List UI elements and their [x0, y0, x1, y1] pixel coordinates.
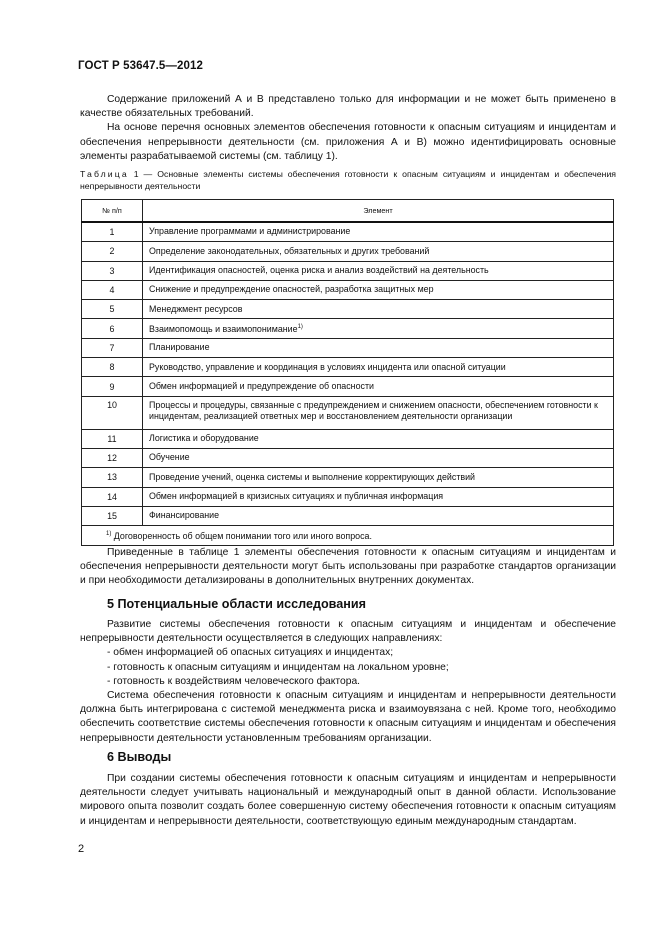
row-number: 6: [82, 319, 143, 338]
section-6-text: [80, 772, 616, 829]
row-element-text: Управление программами и администрирование: [149, 226, 351, 237]
footnote-reference: 1): [297, 323, 303, 330]
table-row: [82, 377, 614, 396]
table-caption: [80, 168, 616, 192]
table-row: [82, 280, 614, 299]
elements-table: [81, 199, 614, 546]
row-number: 8: [82, 358, 143, 377]
row-element-text: Проведение учений, оценка системы и выполнение корректирующих действий: [149, 471, 476, 482]
table-caption-label: Таблица: [80, 169, 129, 179]
row-element: [143, 300, 614, 319]
row-element-text: Обмен информацией и предупреждение об опасности: [149, 380, 374, 391]
row-number: 5: [82, 300, 143, 319]
table-row: [82, 222, 614, 242]
section-5-title: 5 Потенциальные области исследования: [107, 597, 366, 611]
row-number: 2: [82, 242, 143, 261]
row-element: [143, 468, 614, 487]
row-element-text: Процессы и процедуры, связанные с предупреждением и снижением опасности, обеспечением готовности к инцидентам, реализацией ответных мер и восстановлением деятельности организации: [149, 399, 598, 422]
row-element-text: Идентификация опасностей, оценка риска и анализ воздействий на деятельность: [149, 265, 489, 276]
intro-paragraph-2: На основе перечня основных элементов обеспечения готовности к опасным ситуациям и инцидентам и обеспечения непрерывности деятельности (см. приложения А и В) можно идентифицировать основные элементы разрабатываемой системы (см. таблицу 1).: [80, 122, 616, 162]
section-6-paragraph-1: При создании системы обеспечения готовности к опасным ситуациям и инцидентам и непрерывности деятельности следует учитывать национальный и международный опыт в данной области. Использование мирового опыта позволит создать более совершенную систему обеспечения готовности к опасным ситуациям и инцидентам и непрерывности деятельности, соответствующую единым международным стандартам.: [80, 773, 616, 827]
row-element: [143, 242, 614, 261]
row-number: 14: [82, 487, 143, 506]
footnote-mark: 1): [106, 530, 112, 537]
table-row: [82, 429, 614, 448]
section-5-text: [80, 618, 616, 746]
column-header-element: Элемент: [143, 200, 614, 223]
row-element-text: Планирование: [149, 342, 210, 353]
row-element: [143, 222, 614, 242]
table-row: [82, 396, 614, 429]
table-row: [82, 506, 614, 525]
row-number: 15: [82, 506, 143, 525]
row-element-text: Снижение и предупреждение опасностей, разработка защитных мер: [149, 284, 434, 295]
row-number: 13: [82, 468, 143, 487]
row-element: [143, 358, 614, 377]
row-element-text: Руководство, управление и координация в условиях инцидента или опасной ситуации: [149, 361, 506, 372]
row-number: 11: [82, 429, 143, 448]
row-element: [143, 429, 614, 448]
row-element: [143, 319, 614, 338]
row-element: [143, 338, 614, 357]
row-element: [143, 280, 614, 299]
row-element-text: Обучение: [149, 452, 190, 463]
row-number: 1: [82, 222, 143, 242]
page-number: 2: [78, 843, 85, 855]
table-row: [82, 468, 614, 487]
row-element-text: Логистика и оборудование: [149, 433, 259, 444]
row-element-text: Менеджмент ресурсов: [149, 303, 243, 314]
row-element: [143, 396, 614, 429]
table-row: [82, 319, 614, 338]
row-element: [143, 487, 614, 506]
row-element-text: Определение законодательных, обязательных и других требований: [149, 245, 430, 256]
row-element-text: Взаимопомощь и взаимопонимание: [149, 323, 298, 334]
list-item: - обмен информацией об опасных ситуациях и инцидентах;: [107, 647, 394, 659]
row-element-text: Финансирование: [149, 510, 220, 521]
section-6-title: 6 Выводы: [107, 750, 172, 764]
section-5-paragraph-2: Система обеспечения готовности к опасным ситуациям и инцидентам и непрерывности деятельности должна быть интегрирована с системой менеджмента риска и взаимоувязана с ней. Кроме того, необходимо обеспечить соответствие системы обеспечения готовности к опасным ситуациям и инцидентам и обеспечения непрерывности деятельности установленным требованиям организации.: [80, 690, 616, 744]
column-header-number: № п/п: [82, 200, 143, 223]
after-table-text: [80, 546, 616, 589]
list-item: - готовность к воздействиям человеческого фактора.: [107, 675, 361, 687]
table-row: [82, 338, 614, 357]
row-number: 12: [82, 448, 143, 467]
row-number: 10: [82, 396, 143, 429]
footnote-text: Договоренность об общем понимании того или иного вопроса.: [111, 530, 372, 541]
list-item: - готовность к опасным ситуациям и инцидентам на локальном уровне;: [107, 661, 449, 673]
row-element-text: Обмен информацией в кризисных ситуациях и публичная информация: [149, 491, 444, 501]
table-row: [82, 300, 614, 319]
section-5-paragraph-1: Развитие системы обеспечения готовности к опасным ситуациям и инцидентам и обеспечение непрерывности деятельности осуществляется в следующих направлениях:: [80, 619, 616, 645]
table-row: [82, 242, 614, 261]
row-element: [143, 261, 614, 280]
intro-paragraph-1: Содержание приложений А и В представлено только для информации и не может быть применено в качестве обязательных требований.: [80, 94, 616, 120]
after-table-paragraph: Приведенные в таблице 1 элементы обеспечения готовности к опасным ситуациям и инцидентам и обеспечения непрерывности деятельности могут быть использованы при разработке стандартов организации и при необходимости детализированы в дополнительных внутренних документах.: [80, 547, 616, 587]
intro-text: [80, 93, 616, 164]
row-element: [143, 506, 614, 525]
table-row: [82, 261, 614, 280]
row-number: 7: [82, 338, 143, 357]
row-element: [143, 448, 614, 467]
document-header: ГОСТ Р 53647.5—2012: [78, 60, 203, 72]
row-number: 9: [82, 377, 143, 396]
table-footnote: [82, 526, 614, 546]
table-row: [82, 358, 614, 377]
table-row: [82, 487, 614, 506]
row-number: 3: [82, 261, 143, 280]
row-number: 4: [82, 280, 143, 299]
table-caption-text: 1 — Основные элементы системы обеспечения готовности к опасным ситуациям и инцидентам и обеспечения непрерывности деятельности: [80, 169, 616, 191]
table-row: [82, 448, 614, 467]
row-element: [143, 377, 614, 396]
